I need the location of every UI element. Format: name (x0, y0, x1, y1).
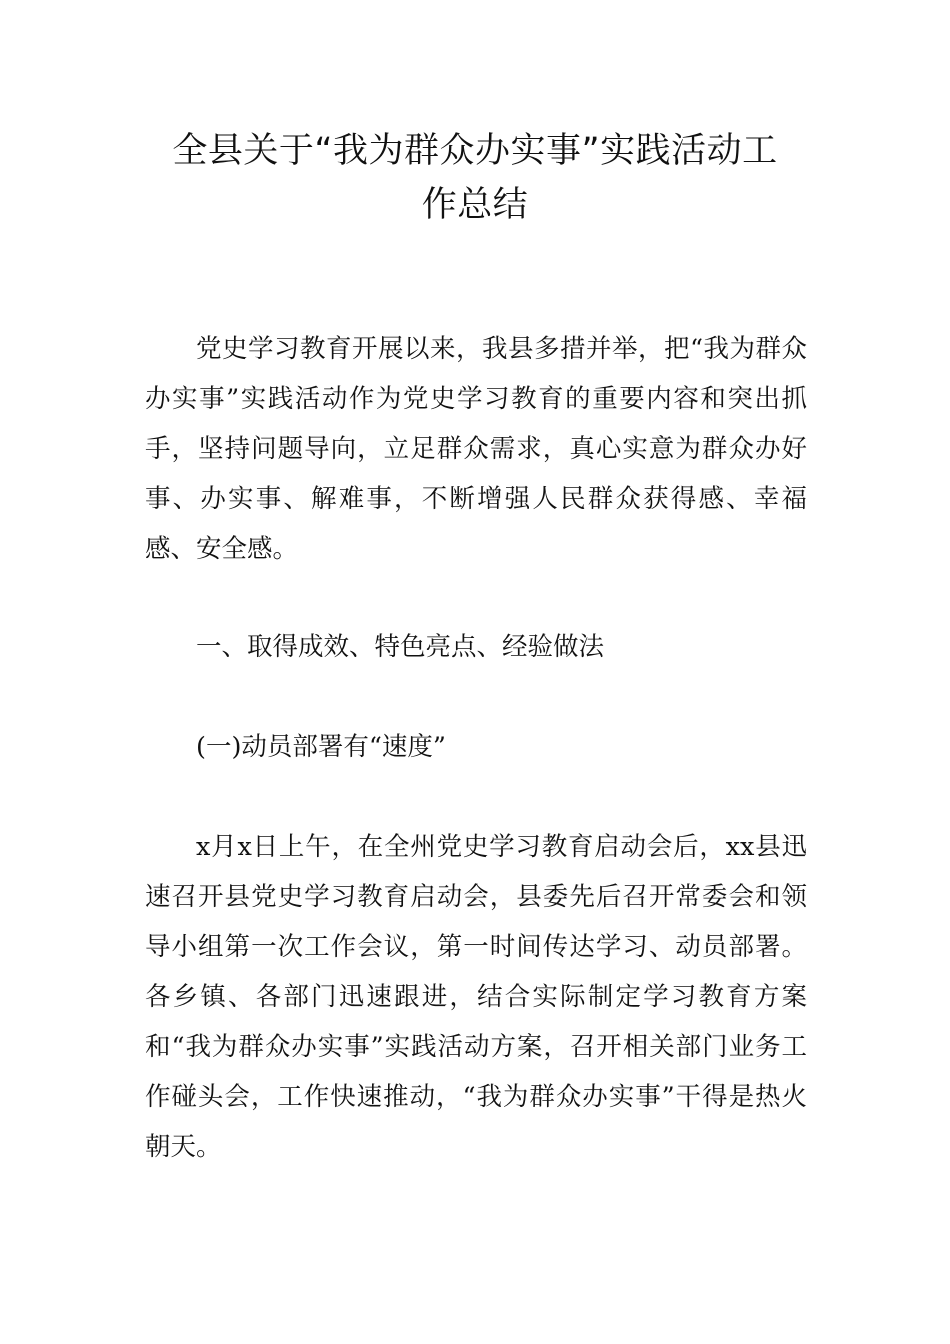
subsection-heading: (一)动员部署有“速度” (196, 732, 446, 762)
title-line-1: 全县关于“我为群众办实事”实践活动工 (172, 131, 778, 171)
intro-paragraph: 党史学习教育开展以来，我县多措并举，把“我为群众办实事”实践活动作为党史学习教育的重要内容和突出抓手，坚持问题导向，立足群众需求，真心实意为群众办好事、办实事、解难事，不断增强人民群众获得感、幸福感、安全感。 (145, 334, 807, 564)
section-heading: 一、取得成效、特色亮点、经验做法 (196, 632, 605, 662)
document-title (145, 124, 805, 232)
subsection-paragraph: x月x日上午，在全州党史学习教育启动会后，xx县迅速召开县党史学习教育启动会，县委先后召开常委会和领导小组第一次工作会议，第一时间传达学习、动员部署。各乡镇、各部门迅速跟进，结合实际制定学习教育方案和“我为群众办实事”实践活动方案，召开相关部门业务工作碰头会，工作快速推动，“我为群众办实事”干得是热火朝天。 (145, 832, 807, 1162)
title-line-2: 作总结 (421, 185, 529, 225)
